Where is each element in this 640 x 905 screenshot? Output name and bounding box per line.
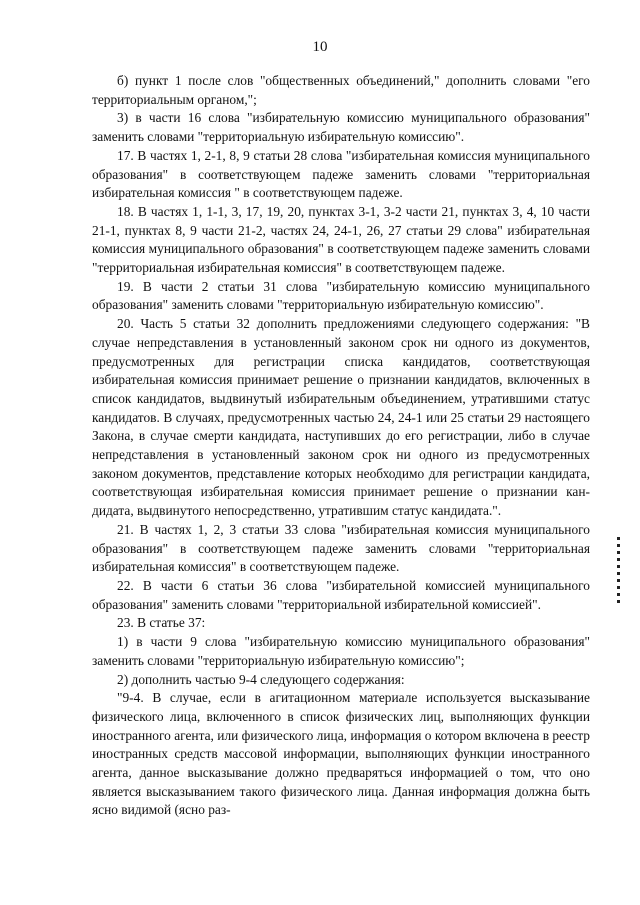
paragraph: 3) в части 16 слова "избирательную комиссию муниципального образования" заменить словами "территориальную избирательную комиссию". xyxy=(92,110,590,145)
paragraph: 2) дополнить частью 9-4 следующего содержания: xyxy=(117,671,405,687)
paragraph: "9-4. В случае, если в агитационном материале используется высказывание физического лица, включенного в список физических лиц, выполняющих функции иностранного агента, или физического лица, информация о котором включена в реестр иностранных средств массовой информации, выполняющих функции иностранного агента, данное высказывание должно предваряться информацией о том, что оно является высказыванием такого физического лица. Данная информация должна быть ясно видимой (ясно раз- xyxy=(92,690,590,818)
page-number: 10 xyxy=(312,39,328,55)
paragraph: 19. В части 2 статьи 31 слова "избирательную комиссию муниципального образования" заменить словами "территориальную избирательную комиссию". xyxy=(92,278,590,313)
paragraph: 1) в части 9 слова "избирательную комиссию муниципального образования" заменить словами "территориальную избирательную комиссию"; xyxy=(92,634,590,668)
scan-margin-mark xyxy=(617,537,620,607)
paragraph: 22. В части 6 статьи 36 слова "избирательной комиссией муниципального образования" заменить словами "территориальной избирательной комиссией". xyxy=(92,577,590,612)
paragraph: 23. В статье 37: xyxy=(117,615,206,631)
document-body xyxy=(92,72,590,820)
paragraph: 18. В частях 1, 1-1, 3, 17, 19, 20, пунктах 3-1, 3-2 части 21, пунктах 3, 4, 10 части 21-1, пунктах 8, 9 части 21-2, частях 24, 24-1, 26, 27 статьи 29 слова" избирательная комиссия муниципального образования" в соответствующем падеже заменить словами "территориальная избирательная комиссия" в соответствующем падеже. xyxy=(92,203,590,276)
paragraph: 20. Часть 5 статьи 32 дополнить предложениями следующего содержания: "В случае непредставления в установленный законом срок ни одного из документов, предусмотренных для регистрации списка кандидатов, соответствующая избирательная комиссия принимает решение о признании кандидатов, включенных в список кандидатов, выдвинутый избирательным объединением, утратившими статус кандидатов. В случаях, предусмотренных частью 24, 24-1 или 25 статьи 29 настоящего Закона, в случае смерти кандидата, наступивших до его регистрации, либо в случае непредставления в установленный законом срок ни одного из предусмотренных законом документов, представление которых необходимо для регистрации кандидата, соответствующая избирательная комиссия принимает решение о признании кандидата, выдвинутого непосредственно, утратившим статус кандидата.". xyxy=(92,316,590,519)
paragraph: б) пункт 1 после слов "общественных объединений," дополнить словами "его территориальным органом,"; xyxy=(92,73,590,107)
paragraph: 17. В частях 1, 2-1, 8, 9 статьи 28 слова "избирательная комиссия муниципального образования" в соответствующем падеже заменить словами "территориальная избирательная комиссия " в соответствующем падеже. xyxy=(92,147,590,201)
paragraph: 21. В частях 1, 2, 3 статьи 33 слова "избирательная комиссия муниципального образования" в соответствующем падеже заменить словами "территориальная избирательная комиссия" в соответствующем падеже. xyxy=(92,521,590,575)
